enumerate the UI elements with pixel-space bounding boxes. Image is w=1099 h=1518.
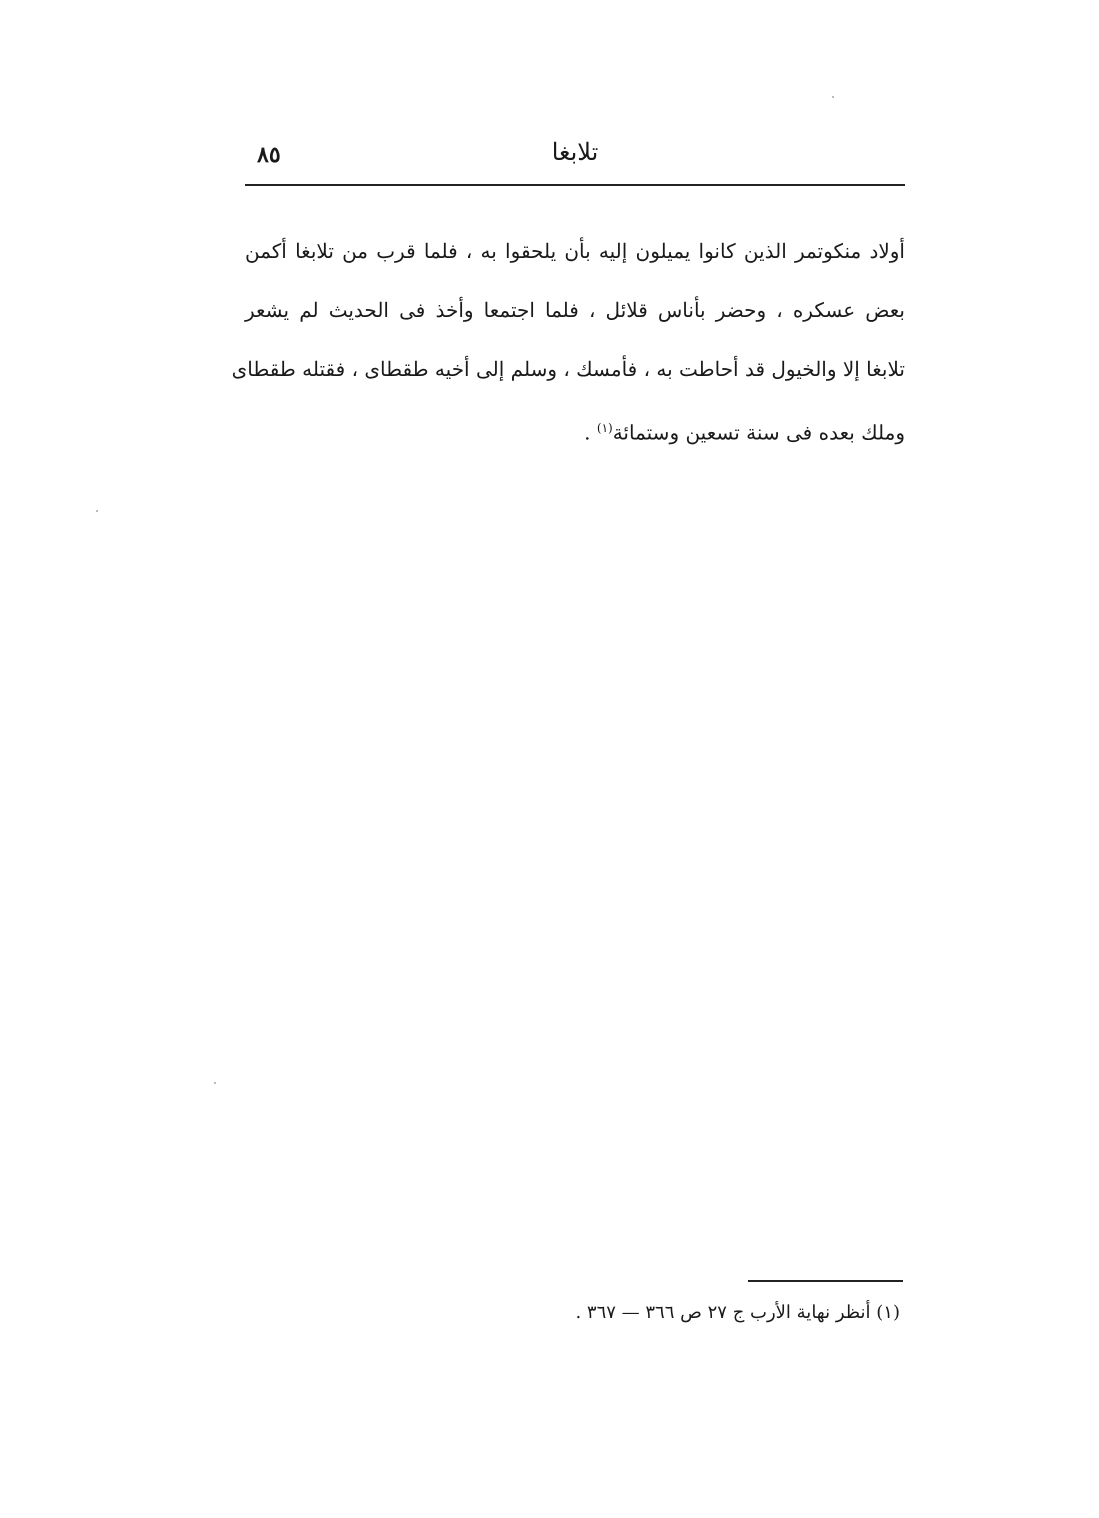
scan-speck xyxy=(96,510,98,512)
body-line-1: أولاد منكوتمر الذين كانوا يميلون إليه بأن يلحقوا به ، فلما قرب من تلابغا أكمن xyxy=(245,239,905,263)
header-divider xyxy=(245,184,905,186)
page-number: ٨٥ xyxy=(257,142,281,168)
scan-speck xyxy=(832,96,834,98)
body-line-4-end: . xyxy=(584,420,597,445)
body-line-4-text: وملك بعده فى سنة تسعين وستمائة xyxy=(612,420,905,445)
page-header xyxy=(245,128,905,184)
running-title: تلابغا xyxy=(551,138,599,166)
footnote: (١) أنظر نهاية الأرب ج ٢٧ ص ٣٦٦ — ٣٦٧ . xyxy=(575,1302,900,1323)
scan-speck xyxy=(214,1082,216,1084)
body-line-3: تلابغا إلا والخيول قد أحاطت به ، فأمسك ، وسلم إلى أخيه طقطاى ، فقتله طقطاى xyxy=(231,357,905,381)
footnote-marker: (١) xyxy=(596,421,613,435)
body-text xyxy=(231,222,905,458)
body-line-2: بعض عسكره ، وحضر بأناس قلائل ، فلما اجتمعا وأخذ فى الحديث لم يشعر xyxy=(245,298,905,322)
footnote-divider xyxy=(748,1280,903,1282)
body-line-4 xyxy=(245,399,905,458)
